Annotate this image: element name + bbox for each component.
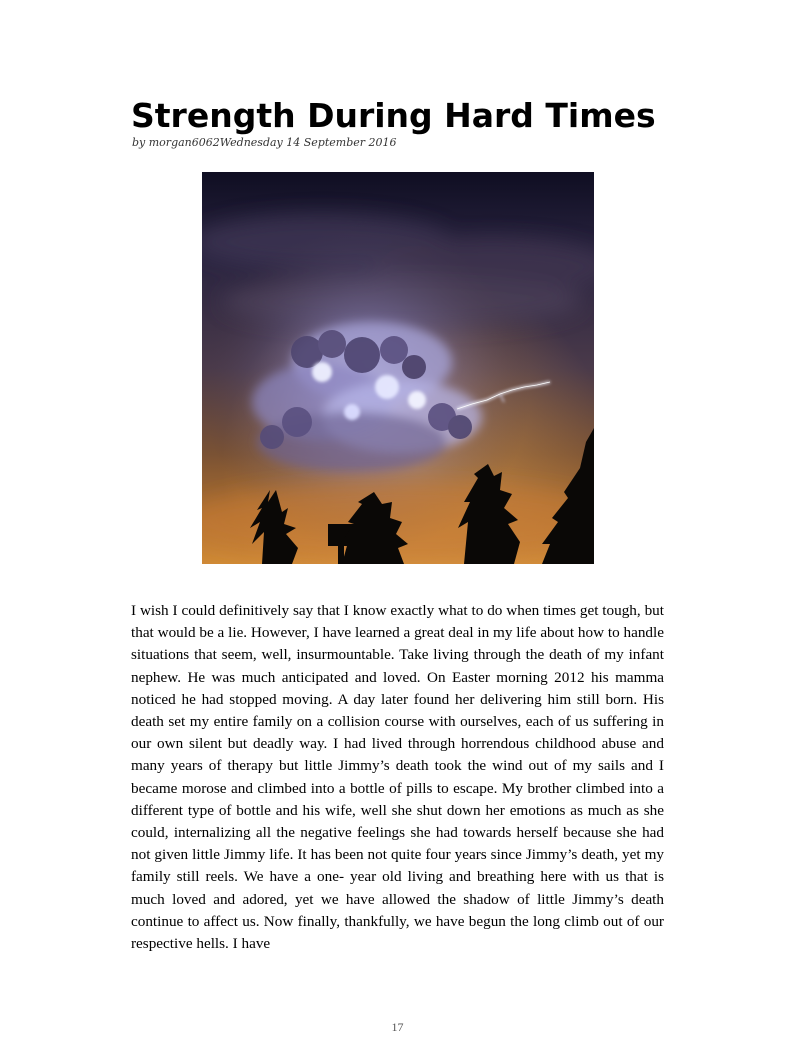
article-title: Strength During Hard Times (131, 96, 656, 135)
storm-cloud-photo (202, 172, 594, 564)
page-number: 17 (391, 1020, 404, 1034)
article-body: I wish I could definitively say that I know exactly what to do when times get tough, but that would be a lie. However, I have learned a great deal in my life about how to handle situations that seem, well, insurmountable. Take living through the death of my infant nephew. He was much anticipated and loved. On Easter morning 2012 his mamma noticed he had stopped moving. A day later found her delivering him still born. His death set my entire family on a collision course with ourselves, each of us suffering in our own silent but deadly way. I had lived through horrendous childhood abuse and many years of therapy but little Jimmy’s death took the wind out of my sails and I became morose and climbed into a bottle of pills to escape. My brother climbed into a different type of bottle and his wife, well she shut down her emotions as much as she could, internalizing all the negative feelings she had towards herself because she had not given little Jimmy life. It has been not quite four years since Jimmy’s death, yet my family still reels. We have a one- year old living and breathing here with us that is much loved and adored, yet we have allowed the shadow of little Jimmy’s death continue to affect us. Now finally, thankfully, we have begun the long climb out of our respective hells. I have (131, 602, 664, 953)
article-byline: by morgan6062Wednesday 14 September 2016 (132, 136, 397, 149)
